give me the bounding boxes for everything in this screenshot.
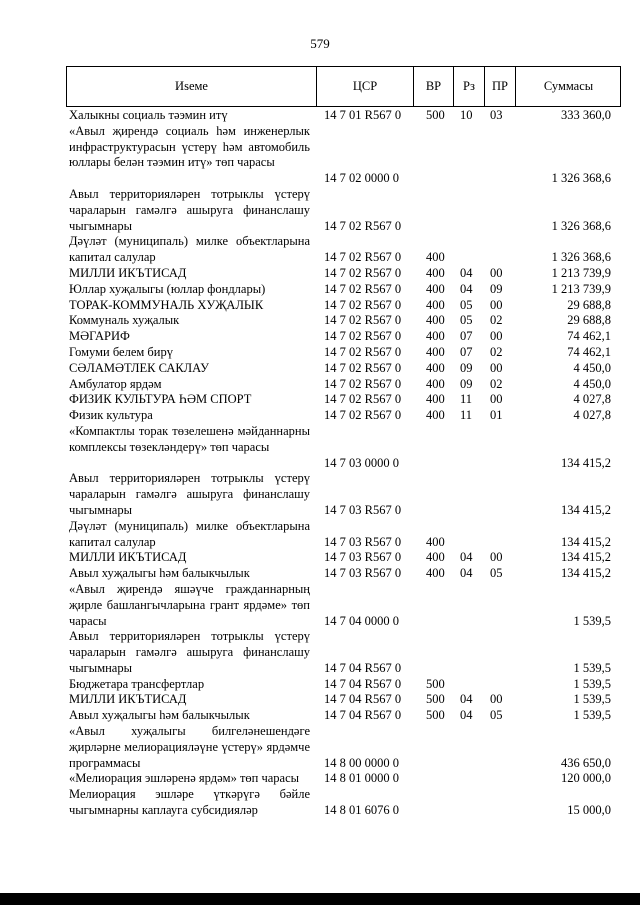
row-pr: 00	[490, 297, 503, 312]
table-row	[66, 345, 621, 361]
table-row	[66, 550, 621, 566]
row-csr: 14 7 02 0000 0	[324, 171, 399, 186]
row-sum: 4 027,8	[573, 392, 611, 407]
row-rz: 04	[460, 692, 473, 707]
row-rz: 05	[460, 313, 473, 328]
row-pr: 00	[490, 692, 503, 707]
row-name: Мелиорация эшләре үткәрүгә бәйле чыгымнарны каплауга субсидияләр	[69, 787, 310, 818]
row-name: ТОРАК-КОММУНАЛЬ ХУҖАЛЫК	[69, 297, 264, 312]
row-vr: 400	[426, 344, 445, 359]
row-csr: 14 7 02 R567 0	[324, 392, 402, 407]
row-sum: 333 360,0	[561, 108, 611, 122]
row-vr: 400	[426, 360, 445, 375]
table-row	[66, 471, 621, 518]
row-rz: 04	[460, 265, 473, 280]
table-header	[66, 66, 621, 107]
row-vr: 400	[426, 550, 445, 565]
row-csr: 14 7 03 R567 0	[324, 550, 402, 565]
row-csr: 14 7 03 0000 0	[324, 455, 399, 470]
scan-border	[0, 893, 640, 905]
row-sum: 436 650,0	[561, 755, 611, 770]
table-row	[66, 187, 621, 234]
row-csr: 14 7 04 R567 0	[324, 708, 402, 723]
header-rz: Рз	[453, 67, 484, 106]
row-sum: 120 000,0	[561, 771, 611, 786]
table-row	[66, 566, 621, 582]
header-name: Иseме	[175, 79, 208, 93]
row-sum: 1 539,5	[573, 692, 611, 707]
row-name: Гомуми белем бирү	[69, 344, 173, 359]
header-csr: ЦСР	[316, 67, 413, 106]
row-pr: 02	[490, 313, 503, 328]
row-csr: 14 7 02 R567 0	[324, 297, 402, 312]
row-csr: 14 7 03 R567 0	[324, 566, 402, 581]
row-rz: 04	[460, 708, 473, 723]
page-number: 579	[310, 36, 330, 51]
row-csr: 14 7 02 R567 0	[324, 344, 402, 359]
row-sum: 74 462,1	[567, 344, 611, 359]
row-csr: 14 7 04 0000 0	[324, 613, 399, 628]
row-csr: 14 8 01 0000 0	[324, 771, 399, 786]
row-rz: 10	[460, 108, 473, 122]
row-name: Коммуналь хуҗалык	[69, 313, 180, 328]
row-sum: 1 539,5	[573, 676, 611, 691]
row-name: МӘГАРИФ	[69, 329, 130, 344]
row-sum: 4 450,0	[573, 376, 611, 391]
row-sum: 134 415,2	[561, 550, 611, 565]
row-name: Авыл территорияләрен тотрыклы үстерү чараларын гамәлгә ашыруга финанслашу чыгымнары	[69, 471, 310, 517]
row-name: Дәүләт (муниципаль) милке объектларына капитал салулар	[69, 518, 310, 549]
row-pr: 00	[490, 392, 503, 407]
row-name: Авыл территорияләрен тотрыклы үстерү чараларын гамәлгә ашыруга финанслашу чыгымнары	[69, 629, 310, 675]
row-name: Физик культура	[69, 408, 153, 423]
row-vr: 400	[426, 408, 445, 423]
table-row	[66, 266, 621, 282]
table-row	[66, 282, 621, 298]
row-sum: 1 213 739,9	[551, 281, 611, 296]
row-name: ФИЗИК КУЛЬТУРА ҺӘМ СПОРТ	[69, 392, 252, 407]
row-vr: 400	[426, 566, 445, 581]
header-vr: ВР	[413, 67, 453, 106]
row-name: Дәүләт (муниципаль) милке объектларына капитал салулар	[69, 234, 310, 265]
table-row	[66, 234, 621, 266]
table-row	[66, 124, 621, 187]
table-row	[66, 329, 621, 345]
row-name: Амбулатор ярдәм	[69, 376, 162, 391]
table-row	[66, 771, 621, 787]
row-vr: 400	[426, 297, 445, 312]
row-vr: 400	[426, 534, 445, 549]
row-pr: 05	[490, 566, 503, 581]
row-rz: 09	[460, 360, 473, 375]
row-pr: 00	[490, 550, 503, 565]
row-rz: 09	[460, 376, 473, 391]
row-rz: 11	[460, 392, 473, 407]
row-rz: 04	[460, 566, 473, 581]
row-vr: 500	[426, 708, 445, 723]
row-rz: 07	[460, 329, 473, 344]
table-row	[66, 392, 621, 408]
row-name: Халыкны социаль тәэмин итү	[69, 108, 228, 122]
header-sum: Суммасы	[515, 67, 621, 106]
table-body	[66, 108, 621, 819]
row-sum: 134 415,2	[561, 455, 611, 470]
row-csr: 14 7 02 R567 0	[324, 360, 402, 375]
row-vr: 500	[426, 676, 445, 691]
row-pr: 00	[490, 360, 503, 375]
row-csr: 14 7 02 R567 0	[324, 313, 402, 328]
row-pr: 09	[490, 281, 503, 296]
row-pr: 00	[490, 265, 503, 280]
row-sum: 1 539,5	[573, 708, 611, 723]
row-vr: 500	[426, 692, 445, 707]
row-pr: 02	[490, 344, 503, 359]
row-csr: 14 7 04 R567 0	[324, 676, 402, 691]
table-row	[66, 408, 621, 424]
row-name: МИЛЛИ ИКЪТИСАД	[69, 265, 187, 280]
row-sum: 4 450,0	[573, 360, 611, 375]
row-name: Юллар хуҗалыгы (юллар фондлары)	[69, 281, 266, 296]
row-rz: 04	[460, 281, 473, 296]
table-row	[66, 708, 621, 724]
row-csr: 14 7 01 R567 0	[324, 108, 402, 122]
row-csr: 14 7 02 R567 0	[324, 281, 402, 296]
table-row	[66, 377, 621, 393]
row-sum: 1 539,5	[573, 660, 611, 675]
table-row	[66, 692, 621, 708]
row-sum: 15 000,0	[567, 803, 611, 818]
row-csr: 14 7 04 R567 0	[324, 660, 402, 675]
table-row	[66, 787, 621, 819]
row-vr: 400	[426, 265, 445, 280]
row-pr: 05	[490, 708, 503, 723]
row-name: СӘЛАМӘТЛЕК САКЛАУ	[69, 360, 209, 375]
table-row	[66, 582, 621, 629]
row-name: МИЛЛИ ИКЪТИСАД	[69, 550, 187, 565]
row-pr: 00	[490, 329, 503, 344]
row-name: «Авыл җирендә социаль һәм инженерлык инфраструктурасын үстерү һәм автомобиль юллары белән тәэмин итү» төп чарасы	[69, 123, 310, 170]
row-sum: 74 462,1	[567, 329, 611, 344]
row-name: «Авыл җирендә яшәүче гражданнарның җирле башлангычларына грант ярдәме» төп чарасы	[69, 581, 310, 628]
row-csr: 14 7 02 R567 0	[324, 250, 402, 265]
row-sum: 4 027,8	[573, 408, 611, 423]
row-sum: 134 415,2	[561, 566, 611, 581]
table-row	[66, 361, 621, 377]
table-row	[66, 424, 621, 471]
row-csr: 14 7 02 R567 0	[324, 408, 402, 423]
row-csr: 14 8 01 6076 0	[324, 803, 399, 818]
row-vr: 400	[426, 329, 445, 344]
row-csr: 14 7 02 R567 0	[324, 265, 402, 280]
table-row	[66, 108, 621, 124]
row-pr: 02	[490, 376, 503, 391]
row-csr: 14 7 02 R567 0	[324, 329, 402, 344]
table-row	[66, 519, 621, 551]
row-sum: 134 415,2	[561, 534, 611, 549]
row-vr: 400	[426, 313, 445, 328]
row-csr: 14 8 00 0000 0	[324, 755, 399, 770]
row-csr: 14 7 03 R567 0	[324, 502, 402, 517]
table-row	[66, 629, 621, 676]
row-name: Авыл хуҗалыгы һәм балыкчылык	[69, 566, 250, 581]
row-pr: 01	[490, 408, 503, 423]
row-sum: 134 415,2	[561, 502, 611, 517]
row-csr: 14 7 03 R567 0	[324, 534, 402, 549]
row-csr: 14 7 02 R567 0	[324, 376, 402, 391]
row-sum: 29 688,8	[567, 313, 611, 328]
row-sum: 1 213 739,9	[551, 265, 611, 280]
table-row	[66, 313, 621, 329]
row-vr: 400	[426, 250, 445, 265]
row-csr: 14 7 02 R567 0	[324, 218, 402, 233]
row-name: Бюджетара трансфертлар	[69, 676, 205, 691]
row-csr: 14 7 04 R567 0	[324, 692, 402, 707]
row-name: «Компактлы торак төзелешенә мәйданнарны комплексы төзекләндерү» төп чарасы	[69, 423, 310, 454]
row-vr: 400	[426, 376, 445, 391]
row-sum: 1 326 368,6	[551, 218, 611, 233]
row-sum: 1 326 368,6	[551, 171, 611, 186]
row-sum: 1 539,5	[573, 613, 611, 628]
table-row	[66, 677, 621, 693]
row-name: Авыл территорияләрен тотрыклы үстерү чараларын гамәлгә ашыруга финанслашу чыгымнары	[69, 186, 310, 233]
table-row	[66, 298, 621, 314]
row-sum: 1 326 368,6	[551, 250, 611, 265]
row-vr: 400	[426, 392, 445, 407]
header-pr: ПР	[484, 67, 515, 106]
row-rz: 05	[460, 297, 473, 312]
row-rz: 11	[460, 408, 473, 423]
table-row	[66, 724, 621, 771]
row-name: «Авыл хуҗалыгы билгеләнешендәге җирләрне мелиорацияләүне үстерү» ярдәмче программасы	[69, 724, 310, 770]
row-name: МИЛЛИ ИКЪТИСАД	[69, 692, 187, 707]
row-name: «Мелиорация эшләренә ярдәм» төп чарасы	[69, 771, 300, 786]
row-rz: 07	[460, 344, 473, 359]
row-rz: 04	[460, 550, 473, 565]
row-sum: 29 688,8	[567, 297, 611, 312]
row-name: Авыл хуҗалыгы һәм балыкчылык	[69, 708, 250, 723]
row-vr: 400	[426, 281, 445, 296]
row-pr: 03	[490, 108, 503, 122]
row-vr: 500	[426, 108, 445, 122]
